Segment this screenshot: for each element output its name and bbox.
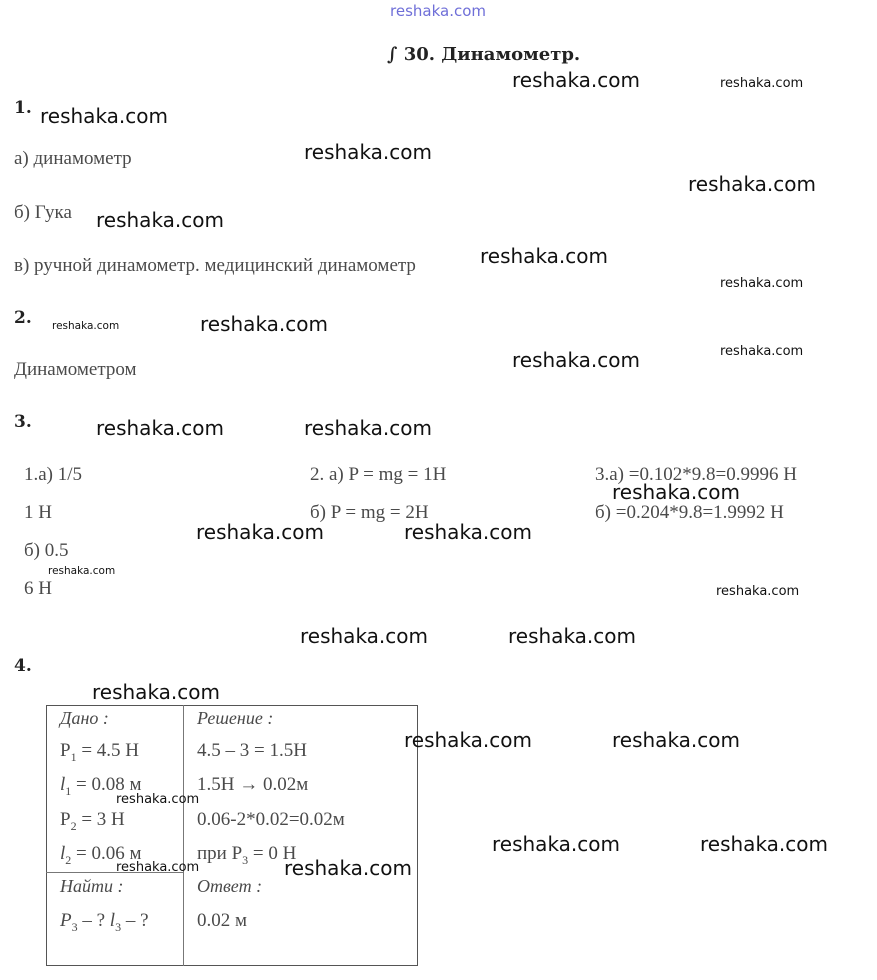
answer-1a: а) динамометр — [14, 148, 132, 169]
watermark: reshaka.com — [200, 312, 328, 336]
given-l2: $l_2 = 0.06$ м — [60, 843, 142, 867]
question-1-number: 1. — [14, 98, 32, 118]
watermark: reshaka.com — [304, 140, 432, 164]
answer-3-col2-line1: 2. а) P = mg = 1H — [310, 464, 447, 485]
answer-value: 0.02 м — [197, 910, 248, 931]
watermark: reshaka.com — [508, 624, 636, 648]
watermark: reshaka.com — [720, 276, 804, 291]
watermark: reshaka.com — [116, 860, 200, 875]
answer-label: Ответ : — [197, 876, 263, 896]
question-4-number: 4. — [14, 656, 32, 676]
table-vertical-divider — [183, 705, 184, 966]
given-label: Дано : — [60, 708, 109, 728]
watermark: reshaka.com — [700, 832, 828, 856]
answer-3-col2-line2: б) P = mg = 2H — [310, 502, 429, 523]
watermark: reshaka.com — [512, 348, 640, 372]
answer-3-col3-line1: 3.а) =0.102*9.8=0.9996 Н — [595, 464, 797, 485]
given-p2: $P_2 = 3$ Н — [60, 809, 125, 833]
solution-label: Решение : — [197, 708, 274, 728]
watermark: reshaka.com — [720, 344, 804, 359]
watermark: reshaka.com — [480, 244, 608, 268]
watermark: reshaka.com — [492, 832, 620, 856]
answer-3-col1-line2: 1 Н — [24, 502, 52, 523]
answer-3-col1-line4: 6 Н — [24, 578, 52, 599]
find-values: $P_3$ – ? $l_3$ – ? — [60, 910, 149, 934]
watermark: reshaka.com — [688, 172, 816, 196]
answer-3-col3-line2: б) =0.204*9.8=1.9992 Н — [595, 502, 784, 523]
watermark: reshaka.com — [404, 520, 532, 544]
watermark: reshaka.com — [512, 68, 640, 92]
watermark: reshaka.com — [96, 416, 224, 440]
answer-2: Динамометром — [14, 359, 137, 380]
given-p1: $P_1 = 4.5$ Н — [60, 740, 140, 764]
solution-line-2: 1.5Н → 0.02м — [197, 774, 309, 795]
watermark: reshaka.com — [612, 480, 740, 504]
watermark: reshaka.com — [612, 728, 740, 752]
top-watermark[interactable]: reshaka.com — [390, 2, 486, 20]
watermark: reshaka.com — [40, 104, 168, 128]
watermark: reshaka.com — [716, 584, 800, 599]
watermark: reshaka.com — [196, 520, 324, 544]
answer-1b: б) Гука — [14, 202, 72, 223]
watermark: reshaka.com — [404, 728, 532, 752]
question-3-number: 3. — [14, 412, 32, 432]
solution-line-1: 4.5 – 3 = 1.5Н — [197, 740, 307, 761]
solution-line-4: при $P_3 = 0$ Н — [197, 843, 297, 867]
find-label: Найти : — [60, 876, 124, 896]
page-title: ∫ 30. Динамометр. — [387, 44, 581, 65]
answer-3-col1-line1: 1.а) 1/5 — [24, 464, 83, 485]
watermark: reshaka.com — [116, 792, 200, 807]
watermark: reshaka.com — [300, 624, 428, 648]
solution-line-3: 0.06-2*0.02=0.02м — [197, 809, 345, 830]
answer-1c: в) ручной динамометр. медицинский динамометр — [14, 255, 416, 276]
answer-3-col1-line3: б) 0.5 — [24, 540, 69, 561]
watermark: reshaka.com — [92, 680, 220, 704]
given-l1: $l_1 = 0.08$ м — [60, 774, 142, 798]
watermark: reshaka.com — [48, 565, 116, 577]
watermark: reshaka.com — [52, 320, 120, 332]
watermark: reshaka.com — [284, 856, 412, 880]
question-2-number: 2. — [14, 308, 32, 328]
watermark: reshaka.com — [720, 76, 804, 91]
watermark: reshaka.com — [304, 416, 432, 440]
watermark: reshaka.com — [96, 208, 224, 232]
